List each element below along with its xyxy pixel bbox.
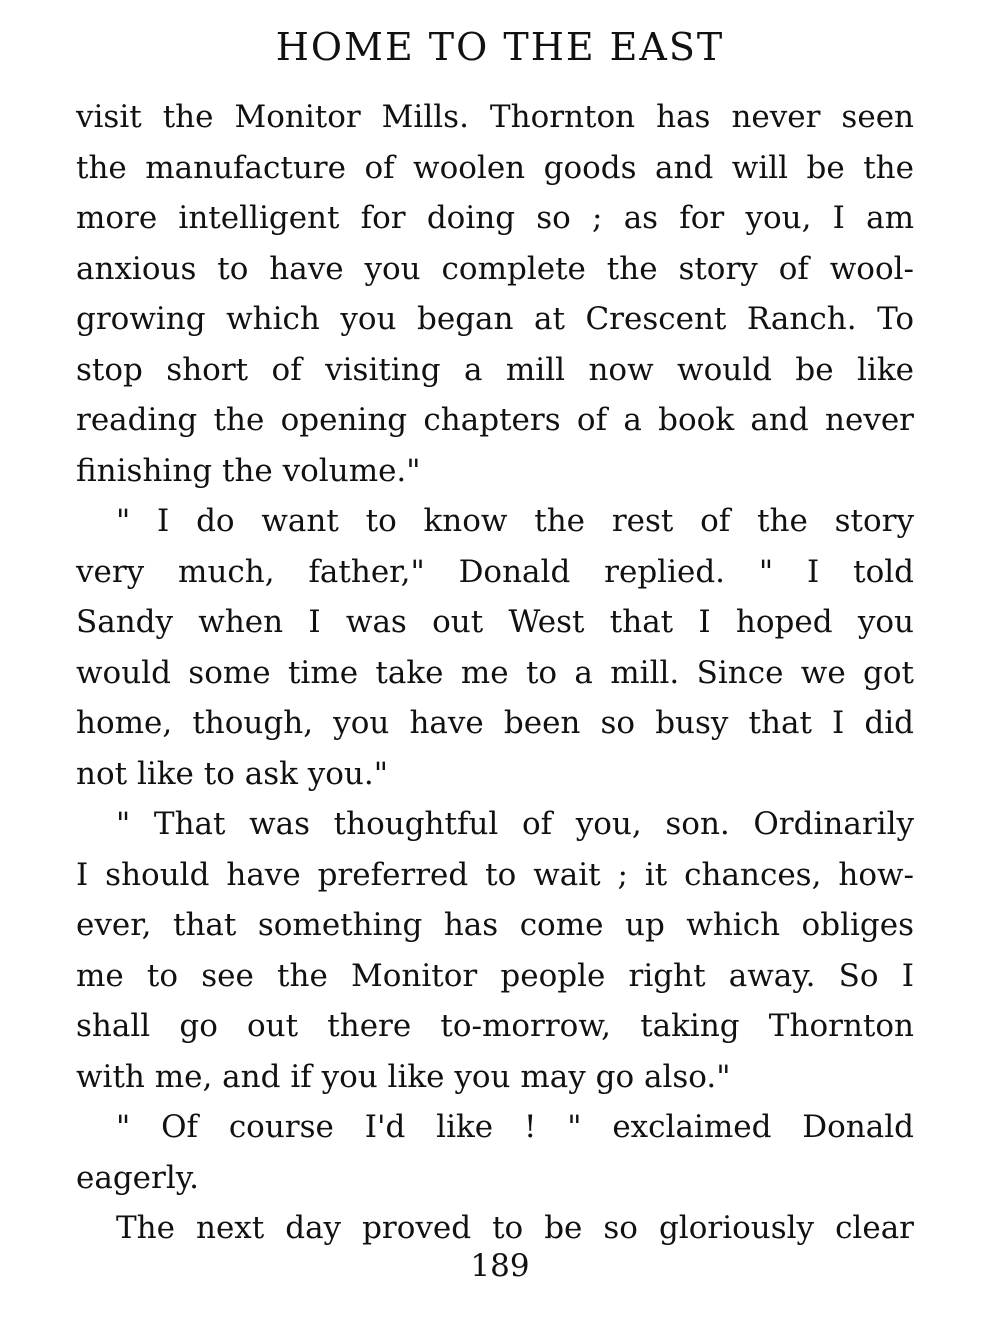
text-line: finishing the volume."	[76, 452, 421, 489]
paragraph	[76, 496, 914, 799]
page-number: 189	[470, 1248, 530, 1284]
text-line: growing which you began at Crescent Ranch. To	[76, 301, 914, 337]
text-line: more intelligent for doing so ; as for you, I am	[76, 200, 914, 236]
text-line: The next day proved to be so gloriously clear	[116, 1210, 914, 1246]
text-line: reading the opening chapters of a book and never	[76, 402, 914, 438]
text-line: stop short of visiting a mill now would be like	[76, 351, 914, 388]
running-head: HOME TO THE EAST	[275, 25, 725, 69]
text-line: visit the Monitor Mills. Thornton has never seen	[76, 99, 914, 135]
text-line: " Of course I'd like ! " exclaimed Donald	[116, 1109, 914, 1145]
text-line: Sandy when I was out West that I hoped you	[76, 604, 914, 640]
text-line: ever, that something has come up which obliges	[76, 907, 914, 943]
text-line: with me, and if you like you may go also."	[76, 1058, 731, 1095]
paragraph	[76, 1102, 914, 1203]
text-line: me to see the Monitor people right away. So I	[76, 957, 914, 994]
text-line: anxious to have you complete the story of wool-	[76, 250, 914, 287]
text-line: not like to ask you."	[76, 755, 389, 792]
paragraph	[76, 92, 914, 496]
text-line: the manufacture of woolen goods and will be the	[76, 149, 914, 186]
text-line: very much, father," Donald replied. " I told	[76, 553, 914, 590]
body-text	[76, 92, 914, 1254]
text-line: " That was thoughtful of you, son. Ordinarily	[116, 806, 914, 842]
text-line: I should have preferred to wait ; it chances, how-	[76, 856, 914, 893]
text-line: " I do want to know the rest of the story	[116, 503, 914, 539]
text-line: would some time take me to a mill. Since we got	[76, 654, 914, 691]
text-line: shall go out there to-morrow, taking Thornton	[76, 1008, 914, 1044]
text-line: eagerly.	[76, 1159, 200, 1196]
text-line: home, though, you have been so busy that I did	[76, 705, 914, 741]
paragraph	[76, 799, 914, 1102]
